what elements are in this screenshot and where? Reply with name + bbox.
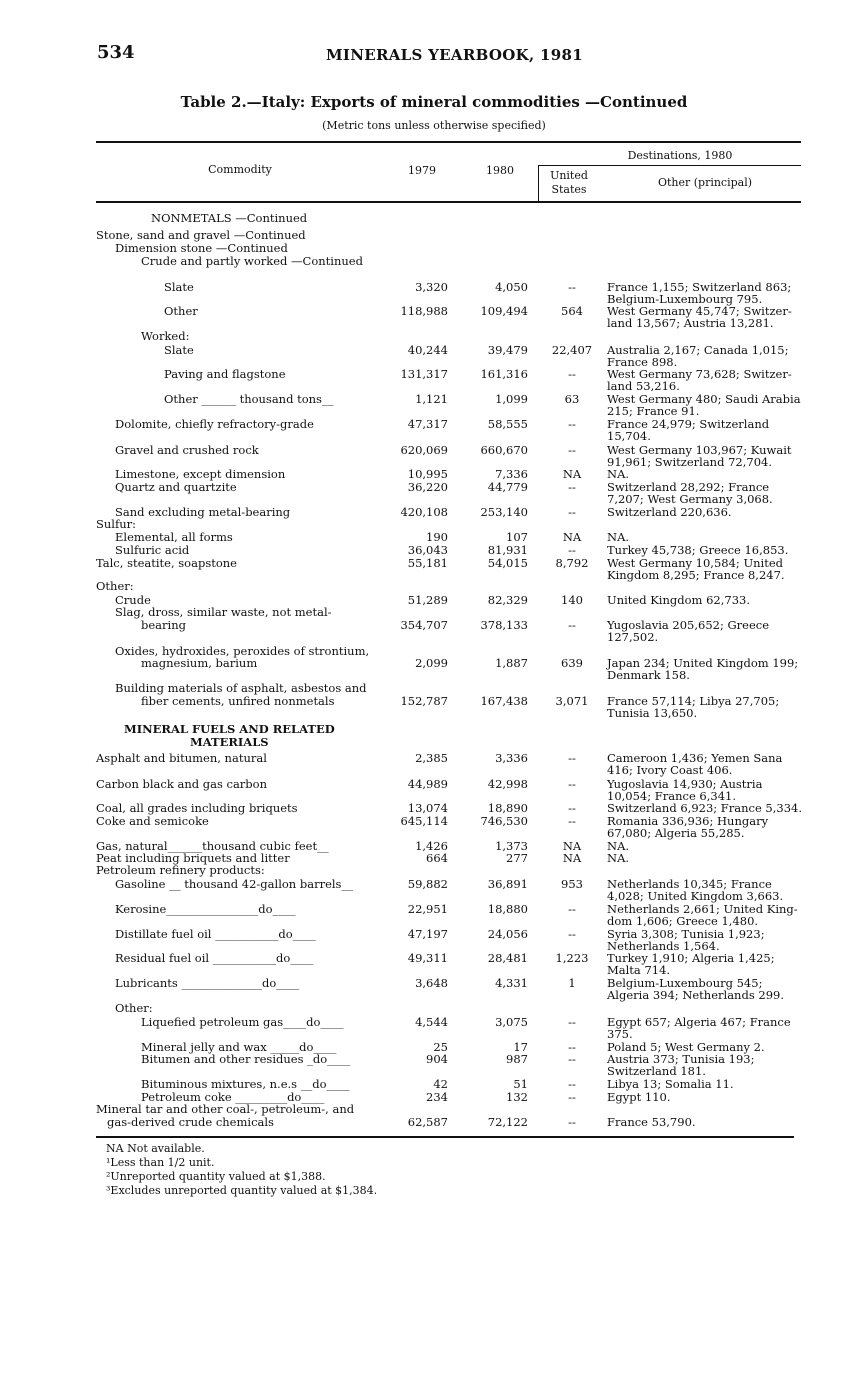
value-1979: 904 (426, 1052, 448, 1066)
value-other-destinations: France 24,979; Switzerland 15,704. (607, 417, 770, 443)
value-other-destinations: Egypt 657; Algeria 467; France 375. (607, 1015, 791, 1041)
value-1979: 645,114 (400, 814, 448, 828)
destinations-rule (538, 165, 801, 166)
value-other-destinations: Yugoslavia 14,930; Austria 10,054; France 6,341. (607, 777, 763, 803)
value-1980: 7,336 (495, 467, 528, 481)
value-other-destinations: Belgium-Luxembourg 545; Algeria 394; Netherlands 299. (607, 976, 784, 1002)
value-1979: 55,181 (407, 556, 448, 570)
row-label-continued: gas-derived crude chemicals (107, 1115, 274, 1129)
value-united-states: -- (568, 618, 576, 632)
header-destinations: Destinations, 1980 (627, 149, 733, 162)
row-label: Oxides, hydroxides, peroxides of strontium, (115, 644, 370, 658)
value-united-states: 3,071 (555, 694, 589, 708)
row-label: Crude (115, 593, 151, 607)
value-united-states: -- (568, 480, 576, 494)
value-1980: 42,998 (487, 777, 528, 791)
value-united-states: -- (568, 814, 576, 828)
value-1980: 161,316 (480, 367, 528, 381)
table-title: Table 2.—Italy: Exports of mineral commodities —Continued (180, 93, 688, 111)
value-united-states: -- (568, 902, 576, 916)
value-other-destinations: Yugoslavia 205,652; Greece 127,502. (607, 618, 770, 644)
value-other-destinations: United Kingdom 62,733. (607, 593, 750, 607)
row-label-continued: fiber cements, unfired nonmetals (141, 694, 335, 708)
value-1979: 47,317 (407, 417, 448, 431)
value-other-destinations: Switzerland 6,923; France 5,334. (607, 801, 803, 815)
row-label: Mineral tar and other coal-, petroleum-, and (96, 1102, 355, 1116)
value-1980: 1,373 (495, 839, 528, 853)
value-1980: 1,099 (495, 392, 528, 406)
section-heading: Stone, sand and gravel —Continued (96, 228, 306, 242)
value-united-states: -- (568, 801, 576, 815)
value-united-states: -- (568, 543, 576, 557)
value-other-destinations: France 53,790. (607, 1115, 696, 1129)
section-heading: Worked: (141, 329, 190, 343)
value-1980: 81,931 (487, 543, 528, 557)
row-label: Peat including briquets and litter (96, 851, 290, 865)
value-1980: 18,890 (487, 801, 528, 815)
value-1980: 253,140 (480, 505, 528, 519)
value-united-states: -- (568, 927, 576, 941)
section-heading: MATERIALS (190, 735, 269, 749)
value-other-destinations: West Germany 103,967; Kuwait 91,961; Switzerland 72,704. (607, 443, 792, 469)
value-1979: 62,587 (407, 1115, 448, 1129)
value-1980: 39,479 (487, 343, 528, 357)
value-1979: 2,385 (415, 751, 448, 765)
value-united-states: 140 (561, 593, 583, 607)
value-1979: 664 (426, 851, 448, 865)
value-other-destinations: Switzerland 220,636. (607, 505, 732, 519)
footnote: NA Not available. (106, 1142, 205, 1155)
value-1979: 131,317 (400, 367, 448, 381)
value-united-states: NA (562, 851, 582, 865)
value-1980: 109,494 (480, 304, 528, 318)
row-label: Coke and semicoke (96, 814, 209, 828)
value-other-destinations: West Germany 10,584; United Kingdom 8,295; France 8,247. (607, 556, 785, 582)
header-bottom-rule (96, 201, 801, 203)
value-1979: 22,951 (407, 902, 448, 916)
value-1980: 3,075 (495, 1015, 528, 1029)
value-1979: 25 (433, 1040, 448, 1054)
header-other: Other (principal) (657, 176, 753, 189)
row-label: Asphalt and bitumen, natural (96, 751, 267, 765)
value-other-destinations: Libya 13; Somalia 11. (607, 1077, 734, 1091)
row-label: Kerosine________________do____ (115, 902, 296, 916)
footnote: ²Unreported quantity valued at $1,388. (106, 1170, 326, 1183)
row-label-continued: bearing (141, 618, 186, 632)
table-subtitle: (Metric tons unless otherwise specified) (322, 119, 546, 132)
row-label: Slate (164, 280, 194, 294)
value-united-states: -- (568, 1077, 576, 1091)
page-number: 534 (97, 42, 135, 63)
value-1980: 36,891 (487, 877, 528, 891)
value-1979: 59,882 (407, 877, 448, 891)
row-label: Slag, dross, similar waste, not metal- (115, 605, 332, 619)
value-1980: 660,670 (480, 443, 528, 457)
value-1980: 746,530 (480, 814, 528, 828)
value-united-states: -- (568, 367, 576, 381)
value-1979: 36,220 (407, 480, 448, 494)
row-label: Gravel and crushed rock (115, 443, 259, 457)
value-1980: 107 (506, 530, 528, 544)
value-other-destinations: Australia 2,167; Canada 1,015; France 898. (607, 343, 789, 369)
row-label: Distillate fuel oil ___________do____ (115, 927, 316, 941)
value-1979: 3,648 (415, 976, 448, 990)
header-commodity: Commodity (208, 163, 272, 176)
row-label: Paving and flagstone (164, 367, 286, 381)
value-1980: 24,056 (487, 927, 528, 941)
value-1979: 36,043 (407, 543, 448, 557)
row-label: Bituminous mixtures, n.e.s __do____ (141, 1077, 350, 1091)
value-1979: 152,787 (400, 694, 448, 708)
section-heading: NONMETALS —Continued (151, 211, 308, 225)
table-bottom-rule (96, 1136, 794, 1138)
value-united-states: -- (568, 1015, 576, 1029)
value-1979: 40,244 (407, 343, 448, 357)
row-label: Bitumen and other residues _do____ (141, 1052, 351, 1066)
row-label: Sulfuric acid (115, 543, 190, 557)
header-top-rule (96, 141, 801, 143)
value-united-states: 953 (561, 877, 583, 891)
value-united-states: -- (568, 505, 576, 519)
section-heading: Other: (115, 1001, 153, 1015)
value-1979: 3,320 (415, 280, 448, 294)
value-united-states: -- (568, 1052, 576, 1066)
value-united-states: 8,792 (555, 556, 589, 570)
value-other-destinations: West Germany 480; Saudi Arabia 215; France 91. (607, 392, 801, 418)
footnote: ¹Less than 1/2 unit. (106, 1156, 215, 1169)
value-other-destinations: NA. (607, 839, 630, 853)
section-heading: Other: (96, 579, 134, 593)
value-1979: 13,074 (407, 801, 448, 815)
value-1979: 2,099 (415, 656, 448, 670)
section-heading: Dimension stone —Continued (115, 241, 288, 255)
value-united-states: 1 (568, 976, 576, 990)
row-label: Liquefied petroleum gas____do____ (141, 1015, 344, 1029)
row-label: Quartz and quartzite (115, 480, 237, 494)
value-1980: 51 (513, 1077, 528, 1091)
value-other-destinations: France 57,114; Libya 27,705; Tunisia 13,650. (607, 694, 780, 720)
value-united-states: NA (562, 839, 582, 853)
row-label: Coal, all grades including briquets (96, 801, 298, 815)
value-other-destinations: West Germany 73,628; Switzer-land 53,216. (607, 367, 792, 393)
value-united-states: -- (568, 1040, 576, 1054)
value-1979: 44,989 (407, 777, 448, 791)
value-1980: 17 (513, 1040, 528, 1054)
value-other-destinations: Egypt 110. (607, 1090, 671, 1104)
section-heading: Sulfur: (96, 517, 136, 531)
value-1980: 1,887 (495, 656, 528, 670)
row-label: Mineral jelly and wax _____do____ (141, 1040, 337, 1054)
value-1980: 167,438 (480, 694, 528, 708)
value-united-states: -- (568, 417, 576, 431)
row-label: Talc, steatite, soapstone (96, 556, 237, 570)
row-label: Gas, natural______thousand cubic feet__ (96, 839, 329, 853)
value-1980: 82,329 (487, 593, 528, 607)
row-label: Building materials of asphalt, asbestos and (115, 681, 367, 695)
value-1980: 4,050 (495, 280, 528, 294)
value-other-destinations: NA. (607, 467, 630, 481)
row-label: Petroleum coke _________do____ (141, 1090, 325, 1104)
value-other-destinations: Austria 373; Tunisia 193; Switzerland 181. (607, 1052, 755, 1078)
value-1979: 620,069 (400, 443, 448, 457)
value-other-destinations: Turkey 1,910; Algeria 1,425; Malta 714. (607, 951, 775, 977)
row-label: Elemental, all forms (115, 530, 233, 544)
value-other-destinations: Netherlands 10,345; France 4,028; United Kingdom 3,663. (607, 877, 784, 903)
value-united-states: NA (562, 530, 582, 544)
value-other-destinations: Cameroon 1,436; Yemen Sana 416; Ivory Coast 406. (607, 751, 783, 777)
value-united-states: 63 (564, 392, 580, 406)
value-other-destinations: Switzerland 28,292; France 7,207; West Germany 3,068. (607, 480, 773, 506)
value-other-destinations: Syria 3,308; Tunisia 1,923; Netherlands 1,564. (607, 927, 765, 953)
row-label: Residual fuel oil ___________do____ (115, 951, 314, 965)
row-label-continued: magnesium, barium (141, 656, 258, 670)
value-other-destinations: Turkey 45,738; Greece 16,853. (607, 543, 789, 557)
value-1980: 58,555 (487, 417, 528, 431)
value-1980: 44,779 (487, 480, 528, 494)
value-1980: 54,015 (487, 556, 528, 570)
value-other-destinations: NA. (607, 851, 630, 865)
value-other-destinations: West Germany 45,747; Switzer-land 13,567; Austria 13,281. (607, 304, 792, 330)
row-label: Carbon black and gas carbon (96, 777, 268, 791)
value-1980: 4,331 (495, 976, 528, 990)
section-heading: Petroleum refinery products: (96, 863, 265, 877)
footnote: ³Excludes unreported quantity valued at $1,384. (106, 1184, 378, 1197)
value-1979: 4,544 (415, 1015, 448, 1029)
value-united-states: 639 (561, 656, 583, 670)
value-united-states: -- (568, 280, 576, 294)
value-1979: 1,426 (415, 839, 448, 853)
header-1980: 1980 (486, 164, 514, 177)
value-other-destinations: Poland 5; West Germany 2. (607, 1040, 765, 1054)
value-1979: 42 (433, 1077, 448, 1091)
value-1980: 132 (506, 1090, 528, 1104)
value-united-states: 564 (561, 304, 583, 318)
value-united-states: -- (568, 443, 576, 457)
value-1980: 18,880 (487, 902, 528, 916)
row-label: Sand excluding metal-bearing (115, 505, 291, 519)
row-label: Other ______ thousand tons__ (164, 392, 334, 406)
value-united-states: 1,223 (555, 951, 589, 965)
value-1979: 1,121 (415, 392, 448, 406)
value-1980: 378,133 (480, 618, 528, 632)
value-united-states: -- (568, 751, 576, 765)
value-1979: 51,289 (407, 593, 448, 607)
running-head: MINERALS YEARBOOK, 1981 (326, 46, 583, 64)
section-heading: MINERAL FUELS AND RELATED (124, 722, 335, 736)
section-heading: Crude and partly worked —Continued (141, 254, 363, 268)
row-label: Gasoline __ thousand 42-gallon barrels__ (115, 877, 353, 891)
value-1980: 987 (506, 1052, 528, 1066)
value-united-states: -- (568, 1115, 576, 1129)
value-1980: 277 (506, 851, 528, 865)
value-other-destinations: NA. (607, 530, 630, 544)
value-1979: 354,707 (400, 618, 448, 632)
value-1980: 72,122 (487, 1115, 528, 1129)
value-1979: 49,311 (407, 951, 448, 965)
value-1980: 28,481 (487, 951, 528, 965)
row-label: Slate (164, 343, 194, 357)
value-other-destinations: Netherlands 2,661; United King-dom 1,606; Greece 1,480. (607, 902, 798, 928)
value-other-destinations: Romania 336,936; Hungary 67,080; Algeria 55,285. (607, 814, 769, 840)
value-1979: 420,108 (400, 505, 448, 519)
row-label: Dolomite, chiefly refractory-grade (115, 417, 314, 431)
value-other-destinations: France 1,155; Switzerland 863; Belgium-Luxembourg 795. (607, 280, 792, 306)
value-1979: 47,197 (407, 927, 448, 941)
value-united-states: -- (568, 777, 576, 791)
value-1979: 190 (426, 530, 448, 544)
row-label: Limestone, except dimension (115, 467, 286, 481)
value-1979: 10,995 (407, 467, 448, 481)
value-1980: 3,336 (495, 751, 528, 765)
value-1979: 118,988 (400, 304, 448, 318)
value-united-states: NA (562, 467, 582, 481)
row-label: Other (164, 304, 198, 318)
header-1979: 1979 (408, 164, 436, 177)
value-united-states: -- (568, 1090, 576, 1104)
header-united-states: United States (550, 169, 588, 196)
us-column-divider (538, 165, 539, 202)
value-1979: 234 (426, 1090, 448, 1104)
row-label: Lubricants ______________do____ (115, 976, 300, 990)
value-united-states: 22,407 (551, 343, 593, 357)
value-other-destinations: Japan 234; United Kingdom 199; Denmark 158. (607, 656, 799, 682)
